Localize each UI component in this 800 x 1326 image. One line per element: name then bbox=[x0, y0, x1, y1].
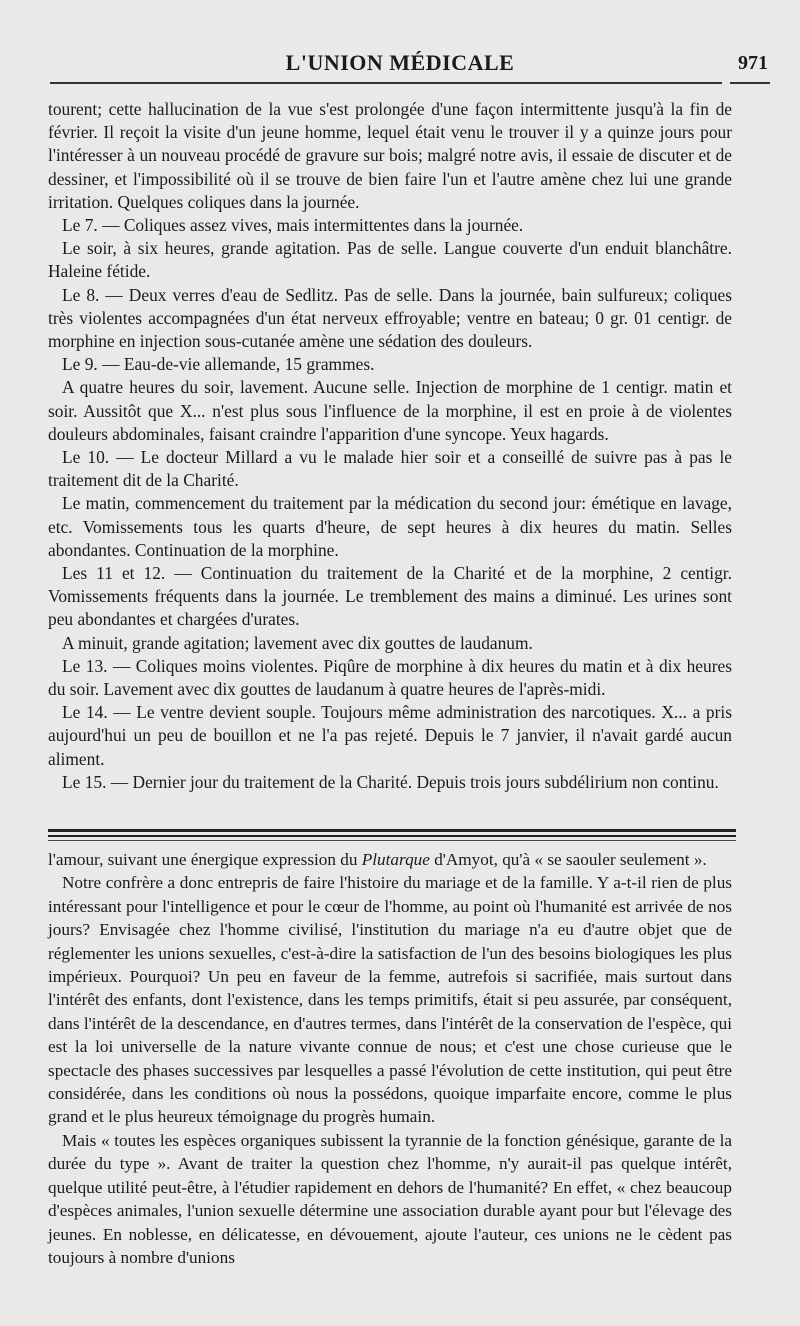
paragraph: Le 15. — Dernier jour du traitement de la Charité. Depuis trois jours subdélirium non continu. bbox=[62, 771, 719, 792]
paragraph: Mais « toutes les espèces organiques subissent la tyrannie de la fonction génésique, garante de la durée du type ». Avant de traiter la question chez l'homme, n'y aurait-il pas quelque intérêt, quelque utilité peut-être, à l'étudier rapidement en dehors de l'humanité? En effet, « chez beaucoup d'espèces animales, l'union sexuelle détermine une association durable ayant pour but l'élevage des jeunes. En noblesse, en délicatesse, en dévouement, ajoute l'auteur, ces unions ne le cèdent pas toujours à nombre d'unions bbox=[48, 1130, 732, 1267]
journal-title: L'UNION MÉDICALE bbox=[285, 50, 515, 75]
paragraph: Le 8. — Deux verres d'eau de Sedlitz. Pas de selle. Dans la journée, bain sulfureux; coliques très violentes accompagnées d'un état nerveux effroyable; ventre en bateau; 0 gr. 01 centigr. de morphine en injection sous-cutanée amène une sédation des douleurs. bbox=[48, 284, 732, 352]
running-head bbox=[0, 48, 800, 80]
paragraph: A minuit, grande agitation; lavement avec dix gouttes de laudanum. bbox=[62, 632, 533, 653]
bottom-section bbox=[48, 848, 732, 1269]
paragraph: Le 10. — Le docteur Millard a vu le malade hier soir et a conseillé de suivre pas à pas le traitement dit de la Charité. bbox=[48, 447, 732, 491]
divider-rule bbox=[48, 829, 736, 832]
paragraph: Les 11 et 12. — Continuation du traitement de la Charité et de la morphine, 2 centigr. Vomissements fréquents dans la journée. Le tremblement des mains a diminué. Les urines sont peu abondantes et chargées d'urates. bbox=[48, 563, 732, 630]
paragraph: Le matin, commencement du traitement par la médication du second jour: émétique en lavage, etc. Vomissements tous les quarts d'heure, de sept heures à dix heures du matin. Selles abondantes. Continuation de la morphine. bbox=[48, 493, 732, 560]
text-run: l'amour, suivant une énergique expression du bbox=[48, 850, 362, 869]
paragraph: tourent; cette hallucination de la vue s'est prolongée d'une façon intermittente jusqu'à la fin de février. Il reçoit la visite d'un jeune homme, lequel était venu le trouver il y a quinze jours pour l'intéresser à un nouveau procédé de gravure sur bois; malgré notre avis, il essaie de discuter et de dessiner, et l'impossibilité où il se trouve de bien faire l'un et l'autre amène chez lui une grande irritation. Quelques coliques dans la journée. bbox=[48, 99, 732, 212]
paragraph: Le soir, à six heures, grande agitation. Pas de selle. Langue couverte d'un enduit blanchâtre. Haleine fétide. bbox=[48, 238, 732, 282]
paragraph: Le 7. — Coliques assez vives, mais intermittentes dans la journée. bbox=[62, 215, 524, 236]
divider-rule bbox=[48, 835, 736, 837]
paragraph: Le 13. — Coliques moins violentes. Piqûre de morphine à dix heures du matin et à dix heures du soir. Lavement avec dix gouttes de laudanum à quatre heures de l'après-midi. bbox=[48, 655, 732, 700]
header-rule bbox=[50, 82, 722, 84]
paragraph bbox=[48, 848, 732, 871]
page-number: 971 bbox=[738, 52, 768, 74]
paragraph: Le 9. — Eau-de-vie allemande, 15 grammes. bbox=[62, 354, 375, 375]
paragraph: A quatre heures du soir, lavement. Aucune selle. Injection de morphine de 1 centigr. matin et soir. Aussitôt que X... n'est plus sous l'influence de la morphine, il est en proie à de violentes douleurs abdominales, faisant craindre l'apparition d'une syncope. Yeux hagards. bbox=[48, 377, 732, 444]
paragraph: Notre confrère a donc entrepris de faire l'histoire du mariage et de la famille. Y a-t-il rien de plus intéressant pour l'intelligence et pour le cœur de l'homme, au point où l'humanité est arrivée de nos jours? Envisagée chez l'homme civilisé, l'institution du mariage n'a eu d'autre objet que de réglementer les unions sexuelles, c'est-à-dire la satisfaction de l'un des besoins biologiques les plus impérieux. Pourquoi? Un peu en faveur de la femme, autrefois si sacrifiée, mais surtout dans l'intérêt des enfants, dont l'existence, dans les temps primitifs, était si peu assurée, par conséquent, dans l'intérêt de la descendance, en d'autres termes, dans l'intérêt de la conservation de l'espèce, qui est la loi universelle de la nature vivante connue de nous; et c'est une chose curieuse que le spectacle des phases successives par lesquelles a passé l'évolution de cette institution, qui peut être considérée, dans les conditions où nous la possédons, quoique imparfaite encore, comme le plus grand et le plus heureux témoignage du progrès humain. bbox=[48, 873, 732, 1127]
top-section bbox=[48, 98, 732, 794]
section-divider bbox=[48, 829, 736, 841]
header-rule-short bbox=[730, 82, 770, 84]
divider-rule bbox=[48, 840, 736, 841]
paragraph: Le 14. — Le ventre devient souple. Toujours même administration des narcotiques. X... a pris aujourd'hui un peu de bouillon et ne l'a pas rejeté. Depuis le 7 janvier, il n'avait gardé aucun aliment. bbox=[48, 702, 732, 769]
italic-title: Plutarque bbox=[361, 850, 430, 869]
text-run: d'Amyot, qu'à « se saouler seulement ». bbox=[429, 850, 707, 869]
